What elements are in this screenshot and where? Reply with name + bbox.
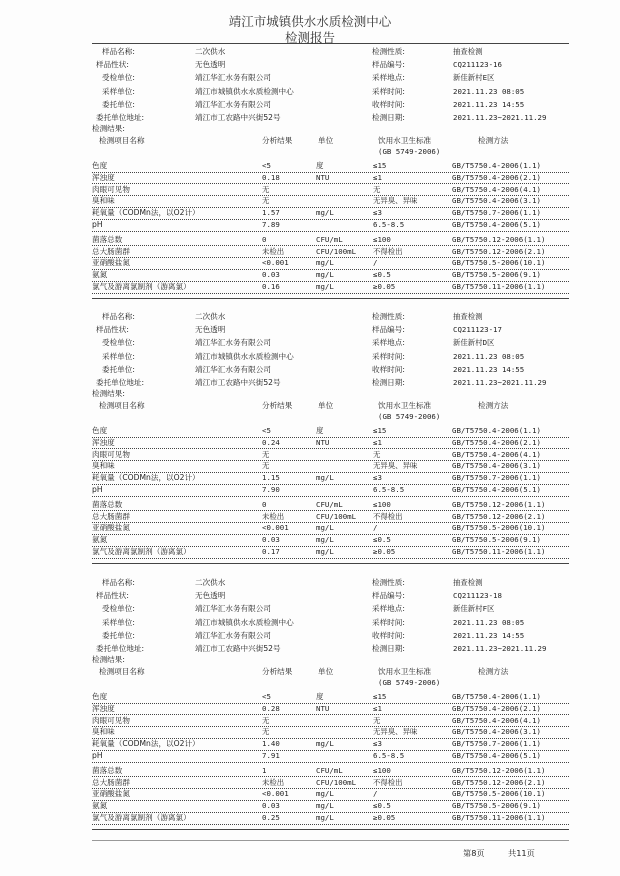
table-row-standard: ≤0.5 <box>373 801 391 811</box>
info-value-inspected-unit: 靖江华汇水务有限公司 <box>195 338 271 348</box>
table-row-result: 无 <box>262 727 270 737</box>
table-row-method: GB/T5750.4-2006(5.1) <box>452 751 541 760</box>
table-row-standard: 无 <box>373 715 381 725</box>
table-row-standard: ≤15 <box>373 692 387 701</box>
page-number: 第8页 <box>463 848 485 858</box>
table-row-standard: ≤1 <box>373 437 382 447</box>
table-row-result: 1.15 <box>262 473 280 483</box>
table-row-result: 7.89 <box>262 220 280 229</box>
table-row-unit: mg/L <box>316 801 334 811</box>
table-row-standard: 不得检出 <box>373 777 403 787</box>
table-row-standard: ≤3 <box>373 473 382 483</box>
table-row-result: 0.03 <box>262 535 280 545</box>
table-row-method: GB/T5750.5-2006(9.1) <box>452 270 541 280</box>
table-row-unit: CFU/100mL <box>316 246 357 256</box>
table-row-unit: CFU/100mL <box>316 777 357 787</box>
table-row-item: 色度 <box>92 692 108 701</box>
table-row-item: 总大肠菌群 <box>92 511 130 521</box>
table-row-unit: mg/L <box>316 739 334 749</box>
results-label: 检测结果: <box>92 389 125 398</box>
table-row-unit: mg/L <box>316 547 334 556</box>
table-row-standard: 无异臭、异味 <box>373 727 418 737</box>
table-row-result: 1.57 <box>262 208 280 218</box>
table-row-standard: ≤100 <box>373 765 391 775</box>
table-row-item: 耗氧量（CODMn法，以O2计） <box>92 739 200 749</box>
info-label-sample-nature: 样品性状: <box>96 325 129 335</box>
col-header-item: 检测项目名称 <box>99 136 145 145</box>
table-row-standard: ≤15 <box>373 161 387 170</box>
row-divider <box>92 558 569 559</box>
info-label-client-addr: 委托单位地址: <box>96 113 145 122</box>
row-divider <box>92 231 569 232</box>
table-row-method: GB/T5750.4-2006(3.1) <box>452 461 541 471</box>
table-row-item: pH <box>92 220 103 229</box>
table-row-standard: ≤0.5 <box>373 270 391 280</box>
table-row-item: 亚硝酸盐氮 <box>92 789 130 799</box>
table-row-result: 0.03 <box>262 270 280 280</box>
footer-rule <box>92 840 569 841</box>
table-row-result: 未检出 <box>262 511 285 521</box>
table-row-method: GB/T5750.12-2006(1.1) <box>452 499 546 509</box>
results-label: 检测结果: <box>92 124 125 133</box>
col-header-standard: 饮用水卫生标准 <box>378 401 432 410</box>
table-row-method: GB/T5750.7-2006(1.1) <box>452 473 541 483</box>
info-value-client-unit: 靖江华汇水务有限公司 <box>195 364 271 374</box>
info-label-client-unit: 委托单位: <box>102 99 135 109</box>
table-row-item: 菌落总数 <box>92 765 123 775</box>
col-header-standard: 饮用水卫生标准 <box>378 667 432 676</box>
table-row-result: 未检出 <box>262 246 285 256</box>
info-value-site: 新佳新村E区 <box>453 73 495 83</box>
table-row-unit: mg/L <box>316 282 334 291</box>
table-row-method: GB/T5750.4-2006(5.1) <box>452 220 541 229</box>
table-row-method: GB/T5750.5-2006(10.1) <box>452 789 546 799</box>
col-header-method: 检测方法 <box>478 401 509 410</box>
col-header-unit: 单位 <box>318 136 334 145</box>
table-row-result: 0.03 <box>262 801 280 811</box>
table-row-method: GB/T5750.12-2006(1.1) <box>452 234 546 244</box>
info-value-sample-name: 二次供水 <box>195 312 226 321</box>
info-value-sampling-unit: 靖江市城镇供水水质检测中心 <box>195 617 294 627</box>
info-label-sampling-unit: 采样单位: <box>102 351 135 361</box>
table-row-standard: ≤1 <box>373 703 382 713</box>
table-row-standard: / <box>373 523 378 533</box>
table-row-standard: 6.5-8.5 <box>373 220 405 229</box>
info-value-sample-time: 2021.11.23 08:05 <box>453 86 525 96</box>
table-row-standard: ≤100 <box>373 499 391 509</box>
info-label-receive-time: 收样时间: <box>372 364 405 374</box>
info-label-test-date: 检测日期: <box>372 378 405 387</box>
table-row-method: GB/T5750.4-2006(4.1) <box>452 715 541 725</box>
table-row-standard: 不得检出 <box>373 511 403 521</box>
info-label-client-addr: 委托单位地址: <box>96 378 145 387</box>
table-row-method: GB/T5750.4-2006(1.1) <box>452 426 541 435</box>
info-label-sample-nature: 样品性状: <box>96 591 129 601</box>
table-row-standard: ≤3 <box>373 208 382 218</box>
section-end-rule <box>92 298 569 299</box>
table-row-method: GB/T5750.5-2006(9.1) <box>452 535 541 545</box>
table-row-item: pH <box>92 751 103 760</box>
info-value-sample-name: 二次供水 <box>195 47 226 56</box>
info-label-inspected-unit: 受检单位: <box>102 73 135 83</box>
info-label-receive-time: 收样时间: <box>372 99 405 109</box>
info-value-sample-nature: 无色透明 <box>195 325 226 335</box>
table-row-item: 臭和味 <box>92 461 115 471</box>
info-value-client-addr: 靖江市工农路中兴街52号 <box>195 113 281 122</box>
table-row-item: 耗氧量（CODMn法，以O2计） <box>92 208 200 218</box>
table-row-standard: 无异臭、异味 <box>373 196 418 206</box>
table-row-method: GB/T5750.4-2006(3.1) <box>452 727 541 737</box>
table-row-item: 菌落总数 <box>92 499 123 509</box>
table-row-result: 0 <box>262 499 267 509</box>
info-value-test-type: 抽查检测 <box>453 312 483 321</box>
table-row-result: 7.90 <box>262 485 280 494</box>
table-row-standard: ≤3 <box>373 739 382 749</box>
table-row-result: 7.91 <box>262 751 280 760</box>
info-value-sample-time: 2021.11.23 08:05 <box>453 617 525 627</box>
table-row-item: 总大肠菌群 <box>92 777 130 787</box>
page-total: 共11页 <box>508 848 535 858</box>
col-header-standard-sub: (GB 5749-2006) <box>378 412 441 421</box>
table-row-unit: CFU/mL <box>316 765 343 775</box>
info-value-test-date: 2021.11.23~2021.11.29 <box>453 113 547 122</box>
info-label-site: 采样地点: <box>372 338 405 348</box>
header-rule <box>92 43 569 44</box>
table-row-item: 浑浊度 <box>92 703 115 713</box>
table-row-standard: 6.5-8.5 <box>373 485 405 494</box>
info-value-client-addr: 靖江市工农路中兴街52号 <box>195 644 281 653</box>
table-row-unit: 度 <box>316 426 324 435</box>
table-row-standard: ≥0.05 <box>373 547 396 556</box>
table-row-method: GB/T5750.12-2006(2.1) <box>452 246 546 256</box>
info-value-site: 新佳新村D区 <box>453 338 495 348</box>
info-label-sample-name: 样品名称: <box>102 578 135 587</box>
table-row-unit: mg/L <box>316 473 334 483</box>
info-value-sample-name: 二次供水 <box>195 578 226 587</box>
table-row-method: GB/T5750.5-2006(9.1) <box>452 801 541 811</box>
org-title: 靖江市城镇供水水质检测中心 <box>228 14 392 29</box>
table-row-result: 未检出 <box>262 777 285 787</box>
info-label-test-type: 检测性质: <box>372 578 405 587</box>
table-row-method: GB/T5750.12-2006(2.1) <box>452 511 546 521</box>
table-row-unit: mg/L <box>316 258 334 268</box>
table-row-unit: CFU/100mL <box>316 511 357 521</box>
table-row-method: GB/T5750.4-2006(1.1) <box>452 161 541 170</box>
table-row-standard: 无 <box>373 449 381 459</box>
table-row-item: 氯气及游离氯制剂（游离氯） <box>92 813 191 822</box>
info-value-inspected-unit: 靖江华汇水务有限公司 <box>195 73 271 83</box>
info-value-sampling-unit: 靖江市城镇供水水质检测中心 <box>195 351 294 361</box>
table-row-item: 总大肠菌群 <box>92 246 130 256</box>
info-label-sample-no: 样品编号: <box>372 60 405 70</box>
info-label-test-type: 检测性质: <box>372 312 405 321</box>
table-row-result: 0.24 <box>262 437 280 447</box>
table-row-unit: mg/L <box>316 523 334 533</box>
info-value-sample-no: CQ211123-17 <box>453 325 502 335</box>
col-header-result: 分析结果 <box>262 667 293 676</box>
info-label-client-addr: 委托单位地址: <box>96 644 145 653</box>
table-row-method: GB/T5750.4-2006(2.1) <box>452 703 541 713</box>
table-row-method: GB/T5750.11-2006(1.1) <box>452 547 546 556</box>
table-row-item: 耗氧量（CODMn法，以O2计） <box>92 473 200 483</box>
info-value-receive-time: 2021.11.23 14:55 <box>453 630 525 640</box>
table-row-item: 亚硝酸盐氮 <box>92 523 130 533</box>
table-row-unit: mg/L <box>316 813 334 822</box>
table-row-item: 臭和味 <box>92 196 115 206</box>
table-row-item: 肉眼可见物 <box>92 715 130 725</box>
col-header-standard: 饮用水卫生标准 <box>378 136 432 145</box>
info-value-sample-nature: 无色透明 <box>195 60 226 70</box>
table-row-standard: / <box>373 789 378 799</box>
table-row-method: GB/T5750.4-2006(4.1) <box>452 184 541 194</box>
row-divider <box>92 762 569 763</box>
info-value-test-type: 抽查检测 <box>453 578 483 587</box>
table-row-method: GB/T5750.7-2006(1.1) <box>452 208 541 218</box>
info-label-test-date: 检测日期: <box>372 644 405 653</box>
info-label-client-unit: 委托单位: <box>102 364 135 374</box>
table-row-item: 氯气及游离氯制剂（游离氯） <box>92 282 191 291</box>
table-row-item: 浑浊度 <box>92 172 115 182</box>
col-header-method: 检测方法 <box>478 136 509 145</box>
table-row-unit: mg/L <box>316 789 334 799</box>
table-row-standard: ≤1 <box>373 172 382 182</box>
table-row-method: GB/T5750.4-2006(2.1) <box>452 437 541 447</box>
info-label-sample-time: 采样时间: <box>372 351 405 361</box>
table-row-result: <5 <box>262 426 271 435</box>
info-label-client-unit: 委托单位: <box>102 630 135 640</box>
row-divider <box>92 824 569 825</box>
table-row-method: GB/T5750.4-2006(3.1) <box>452 196 541 206</box>
info-value-sample-nature: 无色透明 <box>195 591 226 601</box>
table-row-item: 肉眼可见物 <box>92 449 130 459</box>
info-value-site: 新佳新村F区 <box>453 604 495 614</box>
info-value-sample-time: 2021.11.23 08:05 <box>453 351 525 361</box>
table-row-item: 色度 <box>92 426 108 435</box>
info-value-sample-no: CQ211123-18 <box>453 591 502 601</box>
info-label-sampling-unit: 采样单位: <box>102 86 135 96</box>
table-row-standard: 无 <box>373 184 381 194</box>
section-end-rule <box>92 829 569 830</box>
info-label-sample-name: 样品名称: <box>102 312 135 321</box>
info-label-sample-nature: 样品性状: <box>96 60 129 70</box>
table-row-result: 无 <box>262 184 270 194</box>
table-row-result: 无 <box>262 461 270 471</box>
table-row-item: 菌落总数 <box>92 234 123 244</box>
table-row-method: GB/T5750.4-2006(5.1) <box>452 485 541 494</box>
table-row-item: 氨氮 <box>92 270 108 280</box>
table-row-standard: ≥0.05 <box>373 282 396 291</box>
info-value-receive-time: 2021.11.23 14:55 <box>453 364 525 374</box>
info-value-inspected-unit: 靖江华汇水务有限公司 <box>195 604 271 614</box>
info-label-inspected-unit: 受检单位: <box>102 604 135 614</box>
table-row-method: GB/T5750.11-2006(1.1) <box>452 813 546 822</box>
results-label: 检测结果: <box>92 655 125 664</box>
info-label-site: 采样地点: <box>372 73 405 83</box>
table-row-method: GB/T5750.4-2006(4.1) <box>452 449 541 459</box>
info-value-sample-no: CQ211123-16 <box>453 60 502 70</box>
table-row-result: 0.16 <box>262 282 280 291</box>
table-row-item: pH <box>92 485 103 494</box>
table-row-method: GB/T5750.12-2006(2.1) <box>452 777 546 787</box>
table-row-unit: NTU <box>316 437 330 447</box>
table-row-method: GB/T5750.4-2006(2.1) <box>452 172 541 182</box>
table-row-item: 臭和味 <box>92 727 115 737</box>
table-row-method: GB/T5750.7-2006(1.1) <box>452 739 541 749</box>
table-row-method: GB/T5750.5-2006(10.1) <box>452 258 546 268</box>
table-row-unit: CFU/mL <box>316 499 343 509</box>
table-row-method: GB/T5750.5-2006(10.1) <box>452 523 546 533</box>
info-label-sample-time: 采样时间: <box>372 86 405 96</box>
info-label-test-date: 检测日期: <box>372 113 405 122</box>
table-row-result: 1 <box>262 765 267 775</box>
table-row-standard: ≤0.5 <box>373 535 391 545</box>
info-value-client-addr: 靖江市工农路中兴街52号 <box>195 378 281 387</box>
table-row-result: 0.28 <box>262 703 280 713</box>
table-row-unit: 度 <box>316 161 324 170</box>
col-header-unit: 单位 <box>318 401 334 410</box>
info-label-receive-time: 收样时间: <box>372 630 405 640</box>
table-row-item: 肉眼可见物 <box>92 184 130 194</box>
table-row-result: 0 <box>262 234 267 244</box>
table-row-item: 氨氮 <box>92 801 108 811</box>
table-row-result: 无 <box>262 196 270 206</box>
col-header-unit: 单位 <box>318 667 334 676</box>
table-row-unit: 度 <box>316 692 324 701</box>
table-row-standard: 不得检出 <box>373 246 403 256</box>
info-value-sampling-unit: 靖江市城镇供水水质检测中心 <box>195 86 294 96</box>
table-row-standard: 6.5-8.5 <box>373 751 405 760</box>
info-label-site: 采样地点: <box>372 604 405 614</box>
info-value-test-date: 2021.11.23~2021.11.29 <box>453 644 547 653</box>
info-value-client-unit: 靖江华汇水务有限公司 <box>195 99 271 109</box>
table-row-result: <0.001 <box>262 258 289 268</box>
col-header-method: 检测方法 <box>478 667 509 676</box>
info-label-inspected-unit: 受检单位: <box>102 338 135 348</box>
report-title: 检测报告 <box>284 30 335 45</box>
table-row-method: GB/T5750.11-2006(1.1) <box>452 282 546 291</box>
table-row-result: 0.25 <box>262 813 280 822</box>
table-row-result: <5 <box>262 161 271 170</box>
table-row-standard: ≤15 <box>373 426 387 435</box>
info-label-sample-name: 样品名称: <box>102 47 135 56</box>
col-header-standard-sub: (GB 5749-2006) <box>378 147 441 156</box>
table-row-item: 氨氮 <box>92 535 108 545</box>
table-row-unit: mg/L <box>316 208 334 218</box>
table-row-result: <0.001 <box>262 789 289 799</box>
table-row-item: 氯气及游离氯制剂（游离氯） <box>92 547 191 556</box>
table-row-unit: NTU <box>316 703 330 713</box>
table-row-item: 浑浊度 <box>92 437 115 447</box>
table-row-result: 无 <box>262 715 270 725</box>
col-header-standard-sub: (GB 5749-2006) <box>378 678 441 687</box>
info-label-sample-time: 采样时间: <box>372 617 405 627</box>
info-label-test-type: 检测性质: <box>372 47 405 56</box>
table-row-result: 0.18 <box>262 172 280 182</box>
table-row-result: 0.17 <box>262 547 280 556</box>
table-row-result: 无 <box>262 449 270 459</box>
table-row-standard: 无异臭、异味 <box>373 461 418 471</box>
info-value-receive-time: 2021.11.23 14:55 <box>453 99 525 109</box>
table-row-standard: ≥0.05 <box>373 813 396 822</box>
table-row-standard: ≤100 <box>373 234 391 244</box>
info-label-sample-no: 样品编号: <box>372 325 405 335</box>
table-row-method: GB/T5750.4-2006(1.1) <box>452 692 541 701</box>
row-divider <box>92 293 569 294</box>
info-value-test-date: 2021.11.23~2021.11.29 <box>453 378 547 387</box>
table-row-method: GB/T5750.12-2006(1.1) <box>452 765 546 775</box>
info-value-client-unit: 靖江华汇水务有限公司 <box>195 630 271 640</box>
col-header-item: 检测项目名称 <box>99 667 145 676</box>
table-row-result: 1.40 <box>262 739 280 749</box>
table-row-item: 亚硝酸盐氮 <box>92 258 130 268</box>
info-label-sample-no: 样品编号: <box>372 591 405 601</box>
col-header-result: 分析结果 <box>262 401 293 410</box>
row-divider <box>92 496 569 497</box>
table-row-standard: / <box>373 258 378 268</box>
table-row-result: <5 <box>262 692 271 701</box>
section-end-rule <box>92 563 569 564</box>
table-row-unit: CFU/mL <box>316 234 343 244</box>
table-row-unit: NTU <box>316 172 330 182</box>
info-label-sampling-unit: 采样单位: <box>102 617 135 627</box>
table-row-result: <0.001 <box>262 523 289 533</box>
table-row-item: 色度 <box>92 161 108 170</box>
table-row-unit: mg/L <box>316 270 334 280</box>
col-header-result: 分析结果 <box>262 136 293 145</box>
table-row-unit: mg/L <box>316 535 334 545</box>
col-header-item: 检测项目名称 <box>99 401 145 410</box>
info-value-test-type: 抽查检测 <box>453 47 483 56</box>
